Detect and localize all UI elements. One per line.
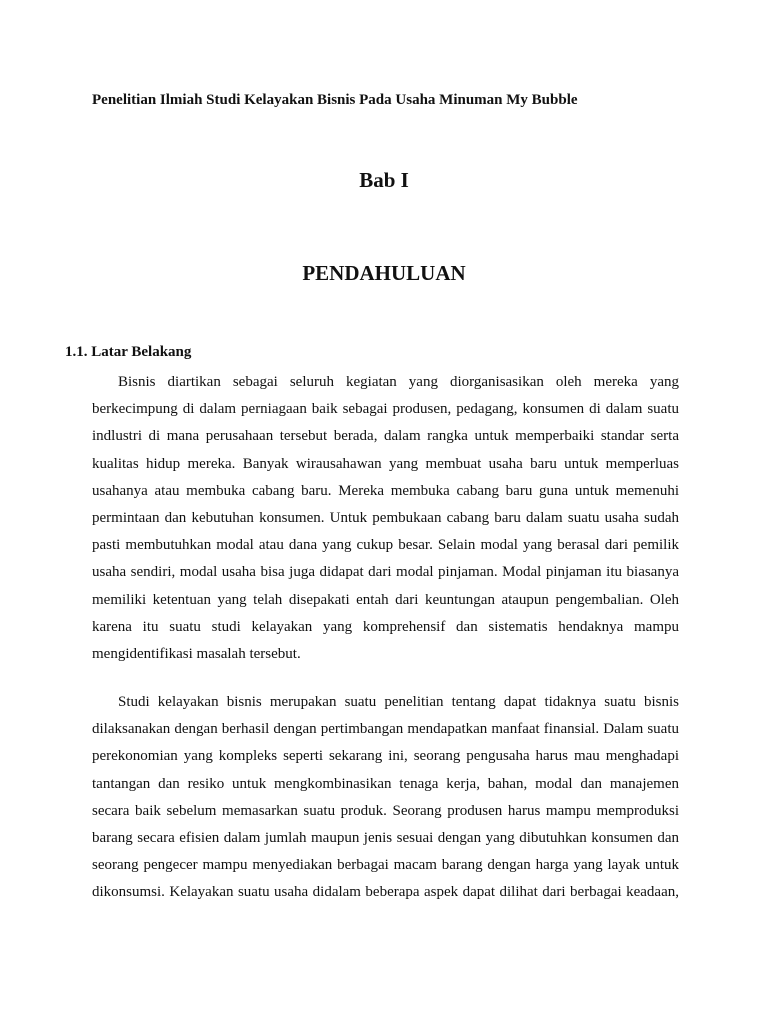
- body-paragraph-2: [92, 689, 679, 907]
- paragraph-line: barang secara efisien dalam jumlah maupun jenis sesuai dengan yang dibutuhkan konsumen dan: [92, 830, 679, 847]
- document-header: Penelitian Ilmiah Studi Kelayakan Bisnis Pada Usaha Minuman My Bubble: [92, 92, 578, 108]
- section-heading: 1.1. Latar Belakang: [65, 344, 192, 360]
- paragraph-line: usaha sendiri, modal usaha bisa juga didapat dari modal pinjaman. Modal pinjaman itu biasanya: [92, 564, 679, 581]
- chapter-title: PENDAHULUAN: [302, 261, 466, 285]
- paragraph-line: dilaksanakan dengan berhasil dengan pertimbangan mendapatkan manfaat finansial. Dalam suatu: [92, 721, 679, 738]
- paragraph-line: usahanya atau membuka cabang baru. Mereka membuka cabang baru guna untuk memenuhi: [92, 482, 679, 499]
- paragraph-line: mengidentifikasi masalah tersebut.: [92, 646, 301, 663]
- paragraph-line: perekonomian yang kompleks seperti sekarang ini, seorang pengusaha harus mau menghadapi: [92, 748, 679, 765]
- paragraph-line: secara baik sebelum memasarkan suatu produk. Seorang produsen harus mampu memproduksi: [92, 802, 679, 819]
- paragraph-line: memiliki ketentuan yang telah disepakati entah dari keuntungan ataupun pengembalian. Oleh: [92, 591, 679, 608]
- paragraph-line: Studi kelayakan bisnis merupakan suatu penelitian tentang dapat tidaknya suatu bisnis: [118, 694, 679, 710]
- paragraph-line: berkecimpung di dalam perniagaan baik sebagai produsen, pedagang, konsumen di dalam suatu: [92, 401, 679, 418]
- paragraph-line: tantangan dan resiko untuk mengkombinasikan tenaga kerja, bahan, modal dan manajemen: [92, 775, 679, 792]
- paragraph-line: indlustri di mana perusahaan tersebut berada, dalam rangka untuk memperbaiki standar serta: [92, 428, 679, 445]
- paragraph-line: karena itu suatu studi kelayakan yang komprehensif dan sistematis hendaknya mampu: [92, 618, 679, 635]
- paragraph-line: dikonsumsi. Kelayakan suatu usaha didalam beberapa aspek dapat dilihat dari berbagai keadaan,: [92, 884, 679, 901]
- paragraph-line: seorang pengecer mampu menyediakan berbagai macam barang dengan harga yang layak untuk: [92, 857, 679, 874]
- chapter-number: Bab I: [359, 168, 409, 192]
- paragraph-line: permintaan dan kebutuhan konsumen. Untuk pembukaan cabang baru dalam suatu usaha sudah: [92, 510, 679, 527]
- paragraph-line: Bisnis diartikan sebagai seluruh kegiatan yang diorganisasikan oleh mereka yang: [118, 374, 679, 390]
- paragraph-line: pasti membutuhkan modal atau dana yang cukup besar. Selain modal yang berasal dari pemilik: [92, 537, 679, 554]
- body-paragraph-1: [92, 369, 679, 668]
- paragraph-line: kualitas hidup mereka. Banyak wirausahawan yang membuat usaha baru untuk memperluas: [92, 455, 679, 472]
